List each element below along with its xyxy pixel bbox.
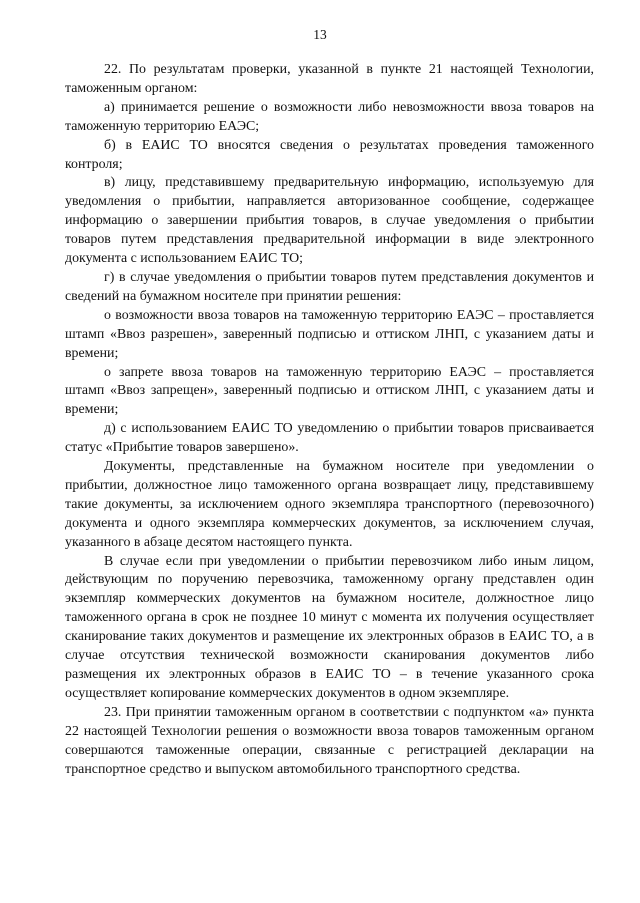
document-body <box>65 61 594 779</box>
paragraph-22-b: б) в ЕАИС ТО вносятся сведения о результатах проведения таможенного контроля; <box>65 137 594 172</box>
paragraph-22-intro: 22. По результатам проверки, указанной в пункте 21 настоящей Технологии, таможенным органом: <box>65 62 594 96</box>
page-number: 13 <box>313 27 327 42</box>
paragraph-22-a: а) принимается решение о возможности либо невозможности ввоза товаров на таможенную территорию ЕАЭС; <box>65 99 594 134</box>
paragraph-documents-return: Документы, представленные на бумажном носителе при уведомлении о прибытии, должностное лицо таможенного органа возвращает лицу, представившему такие документы, за исключением одного экземпляра транспортного (перевозочного) документа и одного экземпляра коммерческих документов, за исключением случая, указанного в абзаце десятом настоящего пункта. <box>65 459 594 550</box>
paragraph-23: 23. При принятии таможенным органом в соответствии с подпунктом «а» пункта 22 настоящей Технологии решения о возможности ввоза товаров таможенным органом совершаются таможенные операции, связанные с регистрацией декларации на транспортное средство и выпуском автомобильного транспортного средства. <box>65 704 594 777</box>
paragraph-22-v: в) лицу, представившему предварительную информацию, используемую для уведомления о прибытии, направляется авторизованное сообщение, содержащее информацию о завершении прибытия товаров, в случае уведомления о прибытии товаров путем представления предварительной информации в виде электронного документа с использованием ЕАИС ТО; <box>65 175 594 267</box>
paragraph-single-copy: В случае если при уведомлении о прибытии перевозчиком либо иным лицом, действующим по поручению перевозчика, таможенному органу представлен один экземпляр коммерческих документов на бумажном носителе, должностное лицо таможенного органа в срок не позднее 10 минут с момента их получения осуществляет сканирование таких документов и размещение их электронных образов в ЕАИС ТО, а в случае отсутствия технической возможности сканирования документов либо размещения их электронных образов в ЕАИС ТО – в течение указанного срока осуществляет копирование коммерческих документов в одном экземпляре. <box>65 553 594 701</box>
paragraph-22-g: г) в случае уведомления о прибытии товаров путем представления документов и сведений на бумажном носителе при принятии решения: <box>65 269 594 304</box>
paragraph-22-g-permit: о возможности ввоза товаров на таможенную территорию ЕАЭС – проставляется штамп «Ввоз разрешен», заверенный подписью и оттиском ЛНП, с указанием даты и времени; <box>65 307 594 361</box>
paragraph-22-d: д) с использованием ЕАИС ТО уведомлению о прибытии товаров присваивается статус «Прибытие товаров завершено». <box>65 421 594 456</box>
paragraph-22-g-prohibit: о запрете ввоза товаров на таможенную территорию ЕАЭС – проставляется штамп «Ввоз запрещен», заверенный подписью и оттиском ЛНП, с указанием даты и времени; <box>65 364 594 418</box>
